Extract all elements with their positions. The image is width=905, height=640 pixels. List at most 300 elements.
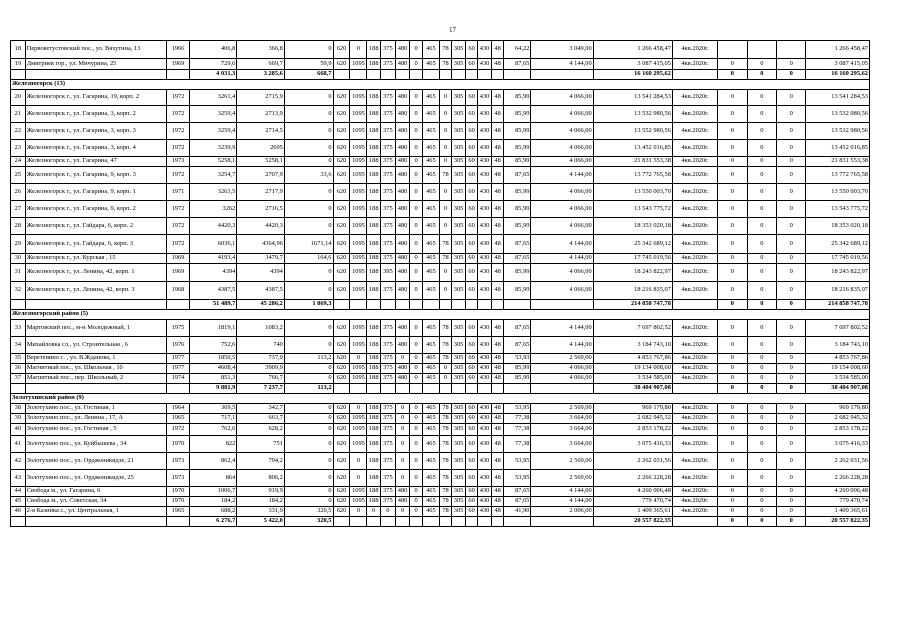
table-cell: 2 682 945,32 [593, 414, 672, 424]
table-cell: 0 [410, 320, 422, 337]
table-cell: 1095 [350, 201, 367, 218]
table-cell [747, 41, 776, 59]
table-cell: 480 [395, 59, 410, 70]
table-cell: 0 [718, 201, 747, 218]
table-cell: 0 [718, 106, 747, 123]
table-cell: 305 [452, 337, 466, 354]
table-cell: 0 [284, 497, 333, 507]
table-row [11, 106, 870, 123]
table-cell: 1095 [350, 374, 367, 384]
table-cell: 430 [478, 157, 492, 167]
table-cell: 4кв.2020г. [672, 487, 717, 497]
table-cell: 0 [439, 184, 451, 201]
table-cell: 0 [747, 70, 776, 80]
table-cell: 4кв.2020г. [672, 184, 717, 201]
table-cell: 1976 [167, 337, 190, 354]
table-cell: 430 [478, 424, 492, 436]
table-cell: 1095 [350, 487, 367, 497]
table-cell: 85,99 [504, 282, 531, 300]
table-cell: 85,99 [504, 374, 531, 384]
table-cell: 620 [333, 453, 350, 470]
table-cell: 3909,9 [237, 364, 285, 374]
table-cell: 60 [465, 354, 477, 364]
table-cell [333, 384, 350, 394]
table-cell: 4кв.2020г. [672, 320, 717, 337]
table-cell: 48 [491, 41, 503, 59]
table-cell: 0 [284, 320, 333, 337]
table-cell: 375 [381, 320, 396, 337]
address-cell [25, 517, 166, 527]
table-cell: 188 [367, 337, 381, 354]
table-cell: 620 [333, 282, 350, 300]
table-cell: 4 066,00 [531, 157, 593, 167]
table-cell: 305 [452, 254, 466, 264]
table-cell: 305 [452, 218, 466, 235]
table-cell: 0 [284, 374, 333, 384]
table-cell: 48 [491, 264, 503, 282]
table-cell: 51 489,7 [189, 300, 237, 310]
table-cell: 0 [395, 507, 410, 517]
table-cell [367, 384, 381, 394]
table-row [11, 414, 870, 424]
table-cell: 0 [777, 264, 806, 282]
subtotal-row [11, 517, 870, 527]
table-row [11, 282, 870, 300]
table-cell: 48 [491, 497, 503, 507]
table-cell: 305 [452, 320, 466, 337]
table-cell: 7 237,7 [237, 384, 285, 394]
table-cell: 113,2 [284, 384, 333, 394]
table-cell: 4кв.2020г. [672, 497, 717, 507]
address-cell [25, 70, 166, 80]
table-cell: 4кв.2020г. [672, 235, 717, 254]
table-cell: 620 [333, 167, 350, 184]
table-cell: 48 [491, 282, 503, 300]
table-cell: 60 [465, 218, 477, 235]
table-cell: 0 [718, 320, 747, 337]
group-header-row [11, 80, 870, 90]
table-cell: 48 [491, 424, 503, 436]
address-cell: Свобода м., ул. Гагарина, 6 [25, 487, 166, 497]
table-cell: 60 [465, 404, 477, 414]
table-cell: 0 [777, 70, 806, 80]
table-cell [350, 384, 367, 394]
address-cell: Железногорск г., ул. Гагарина, 9, корп. 3 [25, 167, 166, 184]
table-cell: 620 [333, 354, 350, 364]
table-cell: 21 831 553,38 [593, 157, 672, 167]
table-cell: 214 858 747,78 [806, 300, 870, 310]
table-cell: 0 [718, 282, 747, 300]
table-cell: 375 [381, 41, 396, 59]
table-cell [439, 384, 451, 394]
table-cell: 4 260 006,48 [806, 487, 870, 497]
table-cell: 60 [465, 167, 477, 184]
table-cell: 85,99 [504, 184, 531, 201]
address-cell: Железногорск г., ул. Гагарина, 19, корп. 2 [25, 90, 166, 106]
table-cell: 0 [777, 424, 806, 436]
table-cell: 3 534 585,00 [593, 374, 672, 384]
table-cell: 0 [395, 453, 410, 470]
table-cell: 0 [747, 374, 776, 384]
page-number: 17 [449, 26, 456, 34]
address-cell: Золотухино пос., ул. Гостиная, 1 [25, 404, 166, 414]
table-cell: 620 [333, 436, 350, 453]
table-cell: 5 422,0 [237, 517, 285, 527]
table-cell: 305 [452, 404, 466, 414]
table-cell: 620 [333, 140, 350, 157]
table-cell: 375 [381, 235, 396, 254]
table-cell: 188 [367, 354, 381, 364]
table-cell [11, 70, 26, 80]
table-cell [777, 41, 806, 59]
table-cell: 0 [410, 436, 422, 453]
table-cell: 0 [284, 218, 333, 235]
table-cell: 1973 [167, 453, 190, 470]
table-cell: 2 266 228,28 [593, 470, 672, 487]
table-cell: 4 031,3 [189, 70, 237, 80]
table-cell: 78 [439, 41, 451, 59]
table-cell: 430 [478, 337, 492, 354]
table-cell: 0 [747, 436, 776, 453]
table-cell [381, 384, 396, 394]
table-cell [422, 517, 439, 527]
table-cell: 919,9 [237, 487, 285, 497]
table-cell: 0 [777, 218, 806, 235]
table-cell: 188 [367, 264, 381, 282]
table-cell [478, 517, 492, 527]
table-cell: 822 [189, 436, 237, 453]
table-cell: 6 276,7 [189, 517, 237, 527]
table-cell: 0 [439, 218, 451, 235]
table-cell: 0 [777, 497, 806, 507]
table-cell: 48 [491, 254, 503, 264]
table-cell: 0 [284, 106, 333, 123]
table-cell: 87,65 [504, 337, 531, 354]
table-cell: 0 [395, 414, 410, 424]
table-cell: 0 [410, 364, 422, 374]
table-cell: 375 [381, 497, 396, 507]
table-cell [333, 300, 350, 310]
table-cell: 465 [422, 106, 439, 123]
table-cell: 0 [747, 157, 776, 167]
table-row [11, 320, 870, 337]
table-cell: 4кв.2020г. [672, 201, 717, 218]
table-cell: 4364,96 [237, 235, 285, 254]
table-cell: 0 [410, 337, 422, 354]
table-cell: 331,9 [237, 507, 285, 517]
table-cell: 740 [237, 337, 285, 354]
table-cell: 59,9 [284, 59, 333, 70]
address-cell: Магнитный пос., ул. Школьная , 10 [25, 364, 166, 374]
table-cell: 620 [333, 41, 350, 59]
table-cell: 188 [367, 320, 381, 337]
table-cell: 430 [478, 364, 492, 374]
address-cell: Железногорск г., ул. Гагарина, 9, корп. 2 [25, 201, 166, 218]
address-cell: Железногорск г., ул. Гагарина, 3, корп. 4 [25, 140, 166, 157]
table-cell: 87,65 [504, 167, 531, 184]
table-cell: 85,99 [504, 106, 531, 123]
table-cell [410, 300, 422, 310]
table-cell: 45 286,2 [237, 300, 285, 310]
address-cell: Михайловка сл., ул. Строительная , 6 [25, 337, 166, 354]
address-cell: Веретенино с. , ул. В.Жданова, 1 [25, 354, 166, 364]
table-cell: 430 [478, 354, 492, 364]
table-cell: 16 160 295,62 [806, 70, 870, 80]
table-row [11, 487, 870, 497]
table-cell: 184,2 [237, 497, 285, 507]
table-cell: 188 [367, 201, 381, 218]
table-cell: 375 [381, 254, 396, 264]
table-cell: 4 144,00 [531, 254, 593, 264]
table-cell: 78 [439, 507, 451, 517]
table-cell: 48 [491, 453, 503, 470]
table-cell: 22 [11, 123, 26, 140]
table-cell: 0 [747, 320, 776, 337]
table-cell [350, 300, 367, 310]
table-cell: 48 [491, 404, 503, 414]
table-cell: 26 [11, 184, 26, 201]
table-cell: 188 [367, 364, 381, 374]
table-cell: 0 [439, 374, 451, 384]
table-cell: 2713,9 [237, 106, 285, 123]
table-cell: 0 [777, 374, 806, 384]
table-cell: 0 [395, 470, 410, 487]
table-cell: 0 [284, 487, 333, 497]
table-cell: 0 [410, 184, 422, 201]
table-cell: 164,6 [284, 254, 333, 264]
table-cell [333, 517, 350, 527]
table-cell: 48 [491, 106, 503, 123]
table-cell: 1969 [167, 254, 190, 264]
table-cell: 4 066,00 [531, 201, 593, 218]
table-cell: 0 [410, 218, 422, 235]
table-cell [395, 70, 410, 80]
table-cell: 13 543 775,72 [593, 201, 672, 218]
table-cell: 0 [718, 337, 747, 354]
table-cell: 18 216 835,07 [806, 282, 870, 300]
table-row [11, 201, 870, 218]
table-cell: 3 184 743,10 [806, 337, 870, 354]
table-cell: 87,65 [504, 59, 531, 70]
table-cell: 0 [284, 201, 333, 218]
table-cell: 0 [410, 404, 422, 414]
table-cell: 480 [395, 41, 410, 59]
table-cell: 4420,3 [189, 218, 237, 235]
table-cell: 0 [284, 337, 333, 354]
table-cell: 2 569,00 [531, 404, 593, 414]
table-cell: 0 [410, 157, 422, 167]
table-cell: 305 [452, 235, 466, 254]
table-cell: 1095 [350, 497, 367, 507]
table-cell: 969 179,80 [806, 404, 870, 414]
table-cell: 0 [284, 364, 333, 374]
table-cell: 375 [381, 140, 396, 157]
table-cell: 762,6 [189, 424, 237, 436]
table-cell: 1972 [167, 235, 190, 254]
table-cell: 1969 [167, 59, 190, 70]
table-cell: 620 [333, 507, 350, 517]
table-cell: 305 [452, 354, 466, 364]
subtotal-row [11, 384, 870, 394]
address-cell: Железногорск г., ул. Гагарина, 47 [25, 157, 166, 167]
table-cell: 53,95 [504, 453, 531, 470]
table-cell: 20 [11, 90, 26, 106]
table-row [11, 235, 870, 254]
table-cell: 430 [478, 436, 492, 453]
table-cell: 33,6 [284, 167, 333, 184]
table-cell: 0 [718, 384, 747, 394]
group-title: Железногорский район (5) [11, 310, 870, 320]
table-cell: 48 [491, 59, 503, 70]
table-cell: 78 [439, 235, 451, 254]
table-cell: 465 [422, 364, 439, 374]
table-cell: 5258,1 [189, 157, 237, 167]
table-cell [452, 70, 466, 80]
table-cell: 1819,1 [189, 320, 237, 337]
table-cell: 480 [395, 282, 410, 300]
table-cell: 87,65 [504, 320, 531, 337]
table-cell: 375 [381, 184, 396, 201]
table-cell: 0 [718, 436, 747, 453]
table-cell: 480 [395, 487, 410, 497]
table-cell: 20 557 822,35 [806, 517, 870, 527]
table-cell: 4кв.2020г. [672, 218, 717, 235]
table-cell [491, 70, 503, 80]
table-cell: 620 [333, 235, 350, 254]
table-cell: 48 [491, 235, 503, 254]
table-cell: 4кв.2020г. [672, 453, 717, 470]
table-cell: 188 [367, 167, 381, 184]
table-row [11, 364, 870, 374]
table-cell: 0 [410, 282, 422, 300]
table-cell: 0 [718, 264, 747, 282]
table-cell: 48 [491, 374, 503, 384]
table-cell: 25 342 689,12 [593, 235, 672, 254]
table-cell: 1095 [350, 140, 367, 157]
table-cell: 3 664,00 [531, 424, 593, 436]
table-cell: 41 [11, 436, 26, 453]
table-cell: 3254,7 [189, 167, 237, 184]
table-cell: 0 [747, 90, 776, 106]
table-cell: 18 243 822,97 [593, 264, 672, 282]
table-cell: 305 [452, 487, 466, 497]
table-cell: 0 [395, 436, 410, 453]
table-cell: 77,38 [504, 436, 531, 453]
table-cell: 0 [718, 374, 747, 384]
table-row [11, 218, 870, 235]
table-cell [167, 517, 190, 527]
table-cell: 188 [367, 470, 381, 487]
table-cell: 305 [452, 497, 466, 507]
table-cell: 0 [718, 404, 747, 414]
table-cell: 38 [11, 404, 26, 414]
address-cell: Железногорск г., ул. Гайдара, 6, корп. 3 [25, 235, 166, 254]
table-cell: 188 [367, 41, 381, 59]
group-header-row [11, 310, 870, 320]
table-cell: 4 144,00 [531, 337, 593, 354]
table-row [11, 507, 870, 517]
table-cell: 0 [284, 414, 333, 424]
table-cell: 1 266 458,47 [806, 41, 870, 59]
table-cell: 1 869,3 [284, 300, 333, 310]
table-cell: 38 404 907,08 [806, 384, 870, 394]
table-cell: 480 [395, 140, 410, 157]
table-cell: 60 [465, 436, 477, 453]
table-cell: 0 [747, 497, 776, 507]
table-cell: 430 [478, 123, 492, 140]
table-cell: 60 [465, 106, 477, 123]
table-cell: 188 [367, 404, 381, 414]
table-cell: 4кв.2020г. [672, 264, 717, 282]
table-cell: 1 409 365,61 [593, 507, 672, 517]
table-cell: 1095 [350, 254, 367, 264]
table-cell: 0 [747, 123, 776, 140]
table-cell: 13 552 980,56 [593, 123, 672, 140]
table-cell: 305 [452, 374, 466, 384]
table-cell: 480 [395, 106, 410, 123]
table-cell: 1095 [350, 364, 367, 374]
table-cell: 305 [452, 436, 466, 453]
table-cell: 375 [381, 123, 396, 140]
table-row [11, 41, 870, 59]
table-cell: 0 [747, 218, 776, 235]
table-cell: 33 [11, 320, 26, 337]
table-cell: 430 [478, 507, 492, 517]
subtotal-row [11, 300, 870, 310]
table-cell: 60 [465, 140, 477, 157]
table-cell: 60 [465, 123, 477, 140]
table-cell: 214 858 747,78 [593, 300, 672, 310]
table-cell: 1095 [350, 414, 367, 424]
table-cell: 0 [410, 497, 422, 507]
table-cell: 60 [465, 337, 477, 354]
table-cell: 375 [381, 157, 396, 167]
table-cell: 0 [718, 517, 747, 527]
table-cell: 465 [422, 235, 439, 254]
table-cell [478, 70, 492, 80]
table-cell: 48 [491, 436, 503, 453]
table-cell: 85,99 [504, 140, 531, 157]
address-cell: Свобода м., ул. Советская, 34 [25, 497, 166, 507]
table-cell: 305 [452, 123, 466, 140]
table-cell: 1095 [350, 218, 367, 235]
table-cell: 188 [367, 106, 381, 123]
table-cell: 4 853 767,86 [806, 354, 870, 364]
table-cell: 620 [333, 487, 350, 497]
table-cell: 48 [491, 414, 503, 424]
table-cell: 85,99 [504, 90, 531, 106]
table-cell: 78 [439, 404, 451, 414]
table-cell: 1974 [167, 374, 190, 384]
table-cell: 188 [367, 235, 381, 254]
table-cell: 480 [395, 123, 410, 140]
table-cell: 13 541 284,53 [593, 90, 672, 106]
table-cell: 7 697 802,52 [593, 320, 672, 337]
table-cell: 78 [439, 354, 451, 364]
table-cell: 188 [367, 374, 381, 384]
table-cell: 39 [11, 414, 26, 424]
table-cell: 0 [777, 470, 806, 487]
table-cell: 48 [491, 184, 503, 201]
table-row [11, 374, 870, 384]
table-cell: 4 066,00 [531, 184, 593, 201]
table-cell: 1973 [167, 470, 190, 487]
table-cell: 862,4 [189, 453, 237, 470]
table-cell: 85,99 [504, 201, 531, 218]
table-cell: 0 [777, 453, 806, 470]
table-cell: 24 [11, 157, 26, 167]
table-cell: 78 [439, 414, 451, 424]
